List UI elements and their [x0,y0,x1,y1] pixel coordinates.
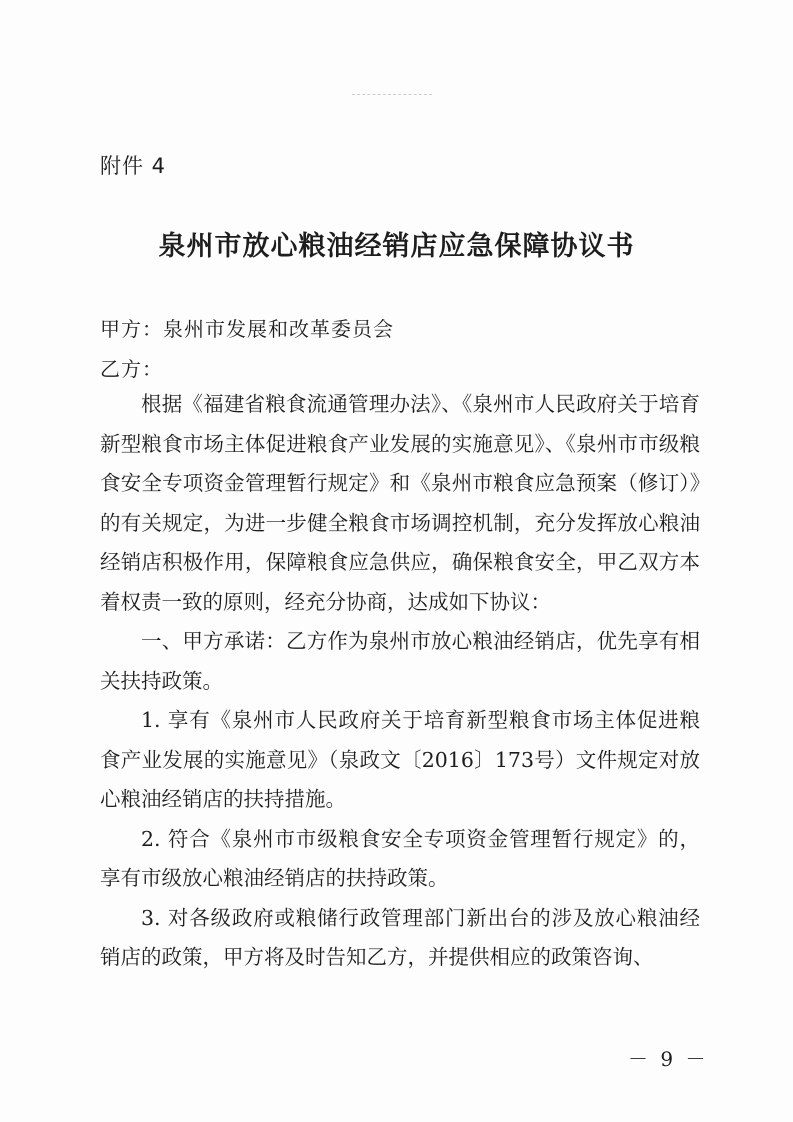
document-title: 泉州市放心粮油经销店应急保障协议书 [158,231,635,262]
paragraph-item-2: 2. 符合《泉州市市级粮食安全专项资金管理暂行规定》的，享有市级放心粮油经销店的扶持政策。 [100,826,700,890]
party-a-line: 甲方：泉州市发展和改革委员会 [100,317,394,341]
paragraph-item-1: 1. 享有《泉州市人民政府关于培育新型粮食市场主体促进粮食产业发展的实施意见》（泉政文〔2016〕173号）文件规定对放心粮油经销店的扶持措施。 [100,708,700,811]
attachment-label: 附件 4 [100,154,167,178]
paragraph-preamble: 根据《福建省粮食流通管理办法》、《泉州市人民政府关于培育新型粮食市场主体促进粮食产业发展的实施意见》、《泉州市市级粮食安全专项资金管理暂行规定》和《泉州市粮食应急预案（修订）》的有关规定，为进一步健全粮食市场调控机制，充分发挥放心粮油经销店积极作用，保障粮食应急供应，确保粮食安全，甲乙双方本着权责一致的原则，经充分协商，达成如下协议： [100,392,700,614]
paragraph-party-a-commitment: 一、甲方承诺：乙方作为泉州市放心粮油经销店，优先享有相关扶持政策。 [100,629,700,693]
agreement-body [100,385,700,978]
party-b-line: 乙方： [100,357,163,381]
scan-artifact-line [352,94,432,95]
paragraph-item-3: 3. 对各级政府或粮储行政管理部门新出台的涉及放心粮油经销店的政策，甲方将及时告知乙方，并提供相应的政策咨询、 [100,905,700,969]
page-number: － 9 － [628,1047,709,1071]
